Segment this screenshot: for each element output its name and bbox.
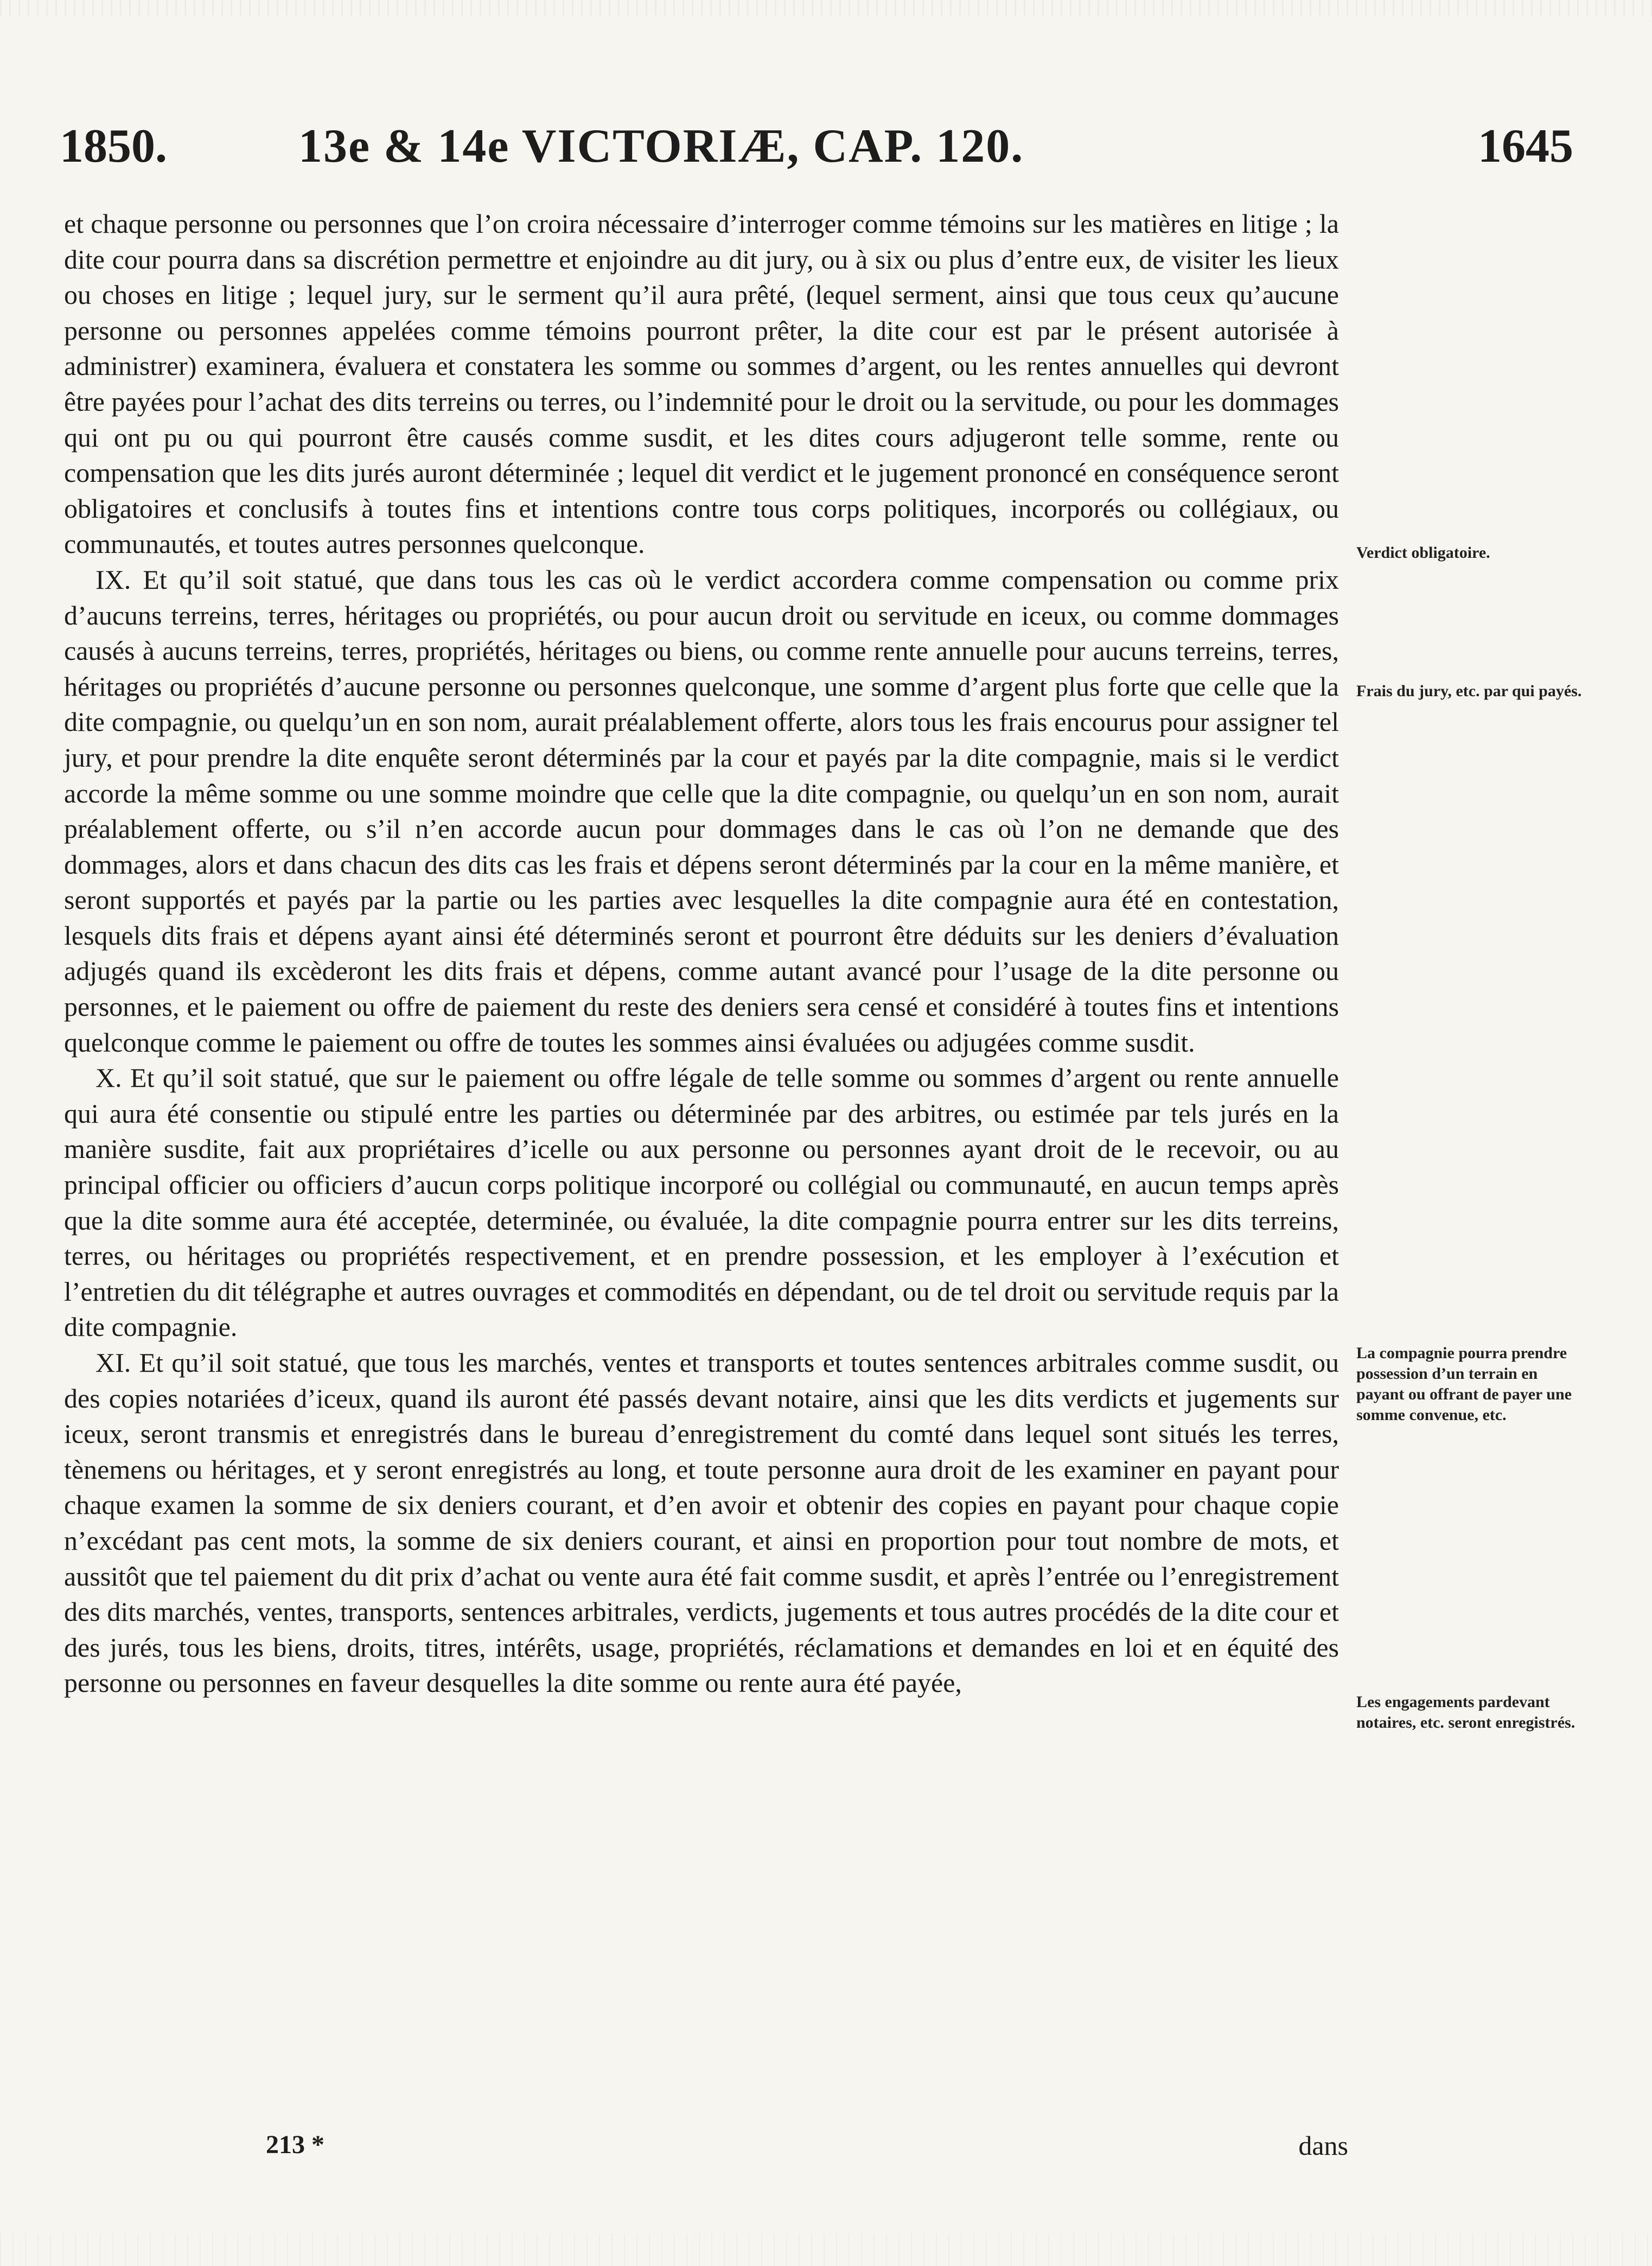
bottom-edge-speckle bbox=[0, 2233, 1652, 2266]
section-number: X. bbox=[95, 1062, 122, 1093]
running-header bbox=[60, 117, 1573, 176]
paragraph-continuation bbox=[64, 206, 1339, 562]
main-text bbox=[64, 206, 1339, 1701]
paragraph-text: Et qu’il soit statué, que dans tous les cas où le verdict accordera comme compensation ou comme prix d’aucuns terreins, terres, héritages ou propriétés, ou pour aucun droit ou servitude en iceux, ou comme dommages causés à aucuns terreins, terres, propriétés, héritages ou biens, ou comme rente annuelle pour aucuns terreins, terres, héritages ou propriétés d’aucune personne ou personnes quelconque, une somme d’argent plus forte que celle que la dite compagnie, ou quelqu’un en son nom, aurait préalablement offerte, alors tous les frais encourus pour assigner tel jury, et pour prendre la dite enquête seront déterminés par la cour et payés par la dite compagnie, mais si le verdict accorde la même somme ou une somme moindre que celle que la dite compagnie, ou quelqu’un en son nom, aurait préalablement offerte, ou s’il n’en accorde aucun pour dommages dans le cas où l’on ne demande que des dommages, alors et dans chacun des dits cas les frais et dépens seront déterminés par la cour en la même manière, et seront supportés et payés par la partie ou les parties avec lesquelles la dite compagnie aura été en contestation, lesquels dits frais et dépens ayant ainsi été déterminés seront et pourront être déduits sur les deniers d’évaluation adjugés quand ils excèderont les dits frais et dépens, comme autant avancé pour l’usage de la dite personne ou personnes, et le paiement ou offre de paiement du reste des deniers sera censé et considéré à toutes fins et intentions quelconque comme le paiement ou offre de toutes les sommes ainsi évaluées ou adjugées comme susdit. bbox=[64, 564, 1339, 1058]
header-title: 13e & 14e VICTORIÆ, CAP. 120. bbox=[298, 120, 1024, 173]
margin-note-engagements: Les engagements pardevant notaires, etc. seront enregistrés. bbox=[1356, 1693, 1576, 1732]
header-year: 1850. bbox=[60, 120, 167, 173]
section-number: IX. bbox=[95, 564, 131, 595]
catchword: dans bbox=[1298, 2130, 1348, 2161]
paragraph-text: et chaque personne ou personnes que l’on croira nécessaire d’interroger comme témoins sur les matières en litige ; la dite cour pourra dans sa discrétion permettre et enjoindre au dit jury, ou à six ou plus d’entre eux, de visiter les lieux ou choses en litige ; lequel jury, sur le serment qu’il aura prêté, (lequel serment, ainsi que tous ceux qu’aucune personne ou personnes appelées comme témoins pourront prêter, la dite cour est par le présent autorisée à administrer) examinera, évaluera et constatera les somme ou sommes d’argent, ou les rentes annuelles qui devront être payées pour l’achat des dits terreins ou terres, ou l’indemnité pour le droit ou la servitude, ou pour les dommages qui ont pu ou qui pourront être causés comme susdit, et les dites cours adjugeront telle somme, rente ou compensation que les dits jurés auront déterminée ; lequel dit verdict et le jugement prononcé en conséquence seront obligatoires et conclusifs à toutes fins et intentions contre tous corps politiques, incorporés ou collégiaux, ou communautés, et toutes autres personnes quelconque. bbox=[64, 208, 1339, 559]
section-x bbox=[64, 1060, 1339, 1345]
paragraph-text: Et qu’il soit statué, que tous les marchés, ventes et transports et toutes sentences arbitrales comme susdit, ou des copies notariées d’iceux, quand ils auront été passés devant notaire, ainsi que les dits verdicts et jugements sur iceux, seront transmis et enregistrés dans le bureau d’enregistrement du comté dans lequel sont situés les terres, tènemens ou héritages, et y seront enregistrés au long, et toute personne aura droit de les examiner en payant pour chaque examen la somme de six deniers courant, et d’en avoir et obtenir des copies en payant pour chaque copie n’excédant pas cent mots, la somme de six deniers courant, et ainsi en proportion pour tout nombre de mots, et aussitôt que tel paiement du dit prix d’achat ou vente aura été fait comme susdit, et après l’entrée ou l’enregistrement des dits marchés, ventes, transports, sentences arbitrales, verdicts, jugements et tous autres procédés de la dite cour et des jurés, tous les biens, droits, titres, intérêts, usage, propriétés, réclamations et demandes en loi et en équité des personne ou personnes en faveur desquelles la dite somme ou rente aura été payée, bbox=[64, 1347, 1339, 1698]
page-number: 1645 bbox=[1478, 120, 1573, 173]
section-xi bbox=[64, 1345, 1339, 1701]
margin-note-frais: Frais du jury, etc. par qui payés. bbox=[1356, 682, 1582, 700]
signature-mark: 213 * bbox=[266, 2130, 324, 2159]
margin-note-compagnie: La compagnie pourra prendre possession d’un terrain en payant ou offrant de payer une somme convenue, etc. bbox=[1356, 1344, 1572, 1424]
section-number: XI. bbox=[95, 1347, 131, 1378]
top-edge-speckle bbox=[0, 0, 1652, 16]
paragraph-text: Et qu’il soit statué, que sur le paiement ou offre légale de telle somme ou sommes d’argent ou rente annuelle qui aura été consentie ou stipulé entre les parties ou déterminée par des arbitres, ou estimée par tels jurés en la manière susdite, fait aux propriétaires d’icelle ou aux personne ou personnes ayant droit de le recevoir, ou au principal officier ou officiers d’aucun corps politique incorporé ou collégial ou communauté, en aucun temps après que la dite somme aura été acceptée, determinée, ou évaluée, la dite compagnie pourra entrer sur les dits terreins, terres, ou héritages ou propriétés respectivement, et en prendre possession, et les employer à l’exécution et l’entretien du dit télégraphe et autres ouvrages et commodités en dépendant, ou de tel droit ou servitude requis par la dite compagnie. bbox=[64, 1062, 1339, 1342]
section-ix bbox=[64, 562, 1339, 1060]
margin-note-verdict: Verdict obligatoire. bbox=[1356, 544, 1490, 562]
